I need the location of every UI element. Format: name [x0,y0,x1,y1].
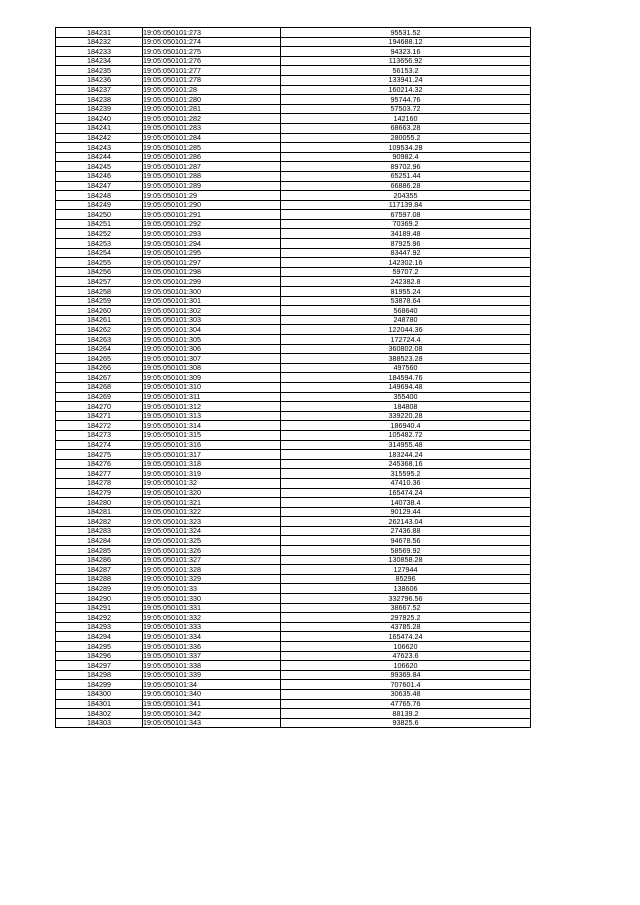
value-cell: 568640 [281,306,531,316]
row-id-cell: 184298 [56,670,143,680]
table-row [56,37,531,47]
row-id-cell: 184260 [56,306,143,316]
table-row [56,47,531,57]
value-cell: 43785.28 [281,622,531,632]
cadastral-number-cell: 19:05:050101:338 [143,661,281,671]
row-id-cell: 184301 [56,699,143,709]
value-cell: 85296 [281,574,531,584]
table-row [56,699,531,709]
row-id-cell: 184256 [56,267,143,277]
cadastral-number-cell: 19:05:050101:322 [143,507,281,517]
table-row [56,632,531,642]
cadastral-number-cell: 19:05:050101:277 [143,66,281,76]
row-id-cell: 184276 [56,459,143,469]
row-id-cell: 184280 [56,498,143,508]
cadastral-number-cell: 19:05:050101:29 [143,191,281,201]
table-row [56,594,531,604]
cadastral-number-cell: 19:05:050101:343 [143,718,281,728]
records-table-body [56,28,531,728]
cadastral-number-cell: 19:05:050101:306 [143,344,281,354]
value-cell: 142302.16 [281,258,531,268]
value-cell: 27436.88 [281,526,531,536]
cadastral-number-cell: 19:05:050101:282 [143,114,281,124]
value-cell: 140738.4 [281,498,531,508]
cadastral-number-cell: 19:05:050101:298 [143,267,281,277]
row-id-cell: 184247 [56,181,143,191]
table-row [56,613,531,623]
cadastral-number-cell: 19:05:050101:294 [143,239,281,249]
cadastral-number-cell: 19:05:050101:315 [143,430,281,440]
table-row [56,363,531,373]
cadastral-number-cell: 19:05:050101:28 [143,85,281,95]
value-cell: 59707.2 [281,267,531,277]
cadastral-number-cell: 19:05:050101:288 [143,171,281,181]
value-cell: 93825.6 [281,718,531,728]
row-id-cell: 184236 [56,75,143,85]
row-id-cell: 184237 [56,85,143,95]
row-id-cell: 184285 [56,546,143,556]
row-id-cell: 184279 [56,488,143,498]
value-cell: 90982.4 [281,152,531,162]
cadastral-number-cell: 19:05:050101:284 [143,133,281,143]
cadastral-number-cell: 19:05:050101:314 [143,421,281,431]
value-cell: 105482.72 [281,430,531,440]
row-id-cell: 184239 [56,104,143,114]
cadastral-number-cell: 19:05:050101:321 [143,498,281,508]
row-id-cell: 184231 [56,28,143,38]
table-row [56,325,531,335]
table-row [56,555,531,565]
table-row [56,75,531,85]
row-id-cell: 184263 [56,335,143,345]
value-cell: 68663.28 [281,123,531,133]
table-row [56,296,531,306]
row-id-cell: 184272 [56,421,143,431]
row-id-cell: 184291 [56,603,143,613]
value-cell: 67597.08 [281,210,531,220]
table-row [56,344,531,354]
value-cell: 130858.28 [281,555,531,565]
cadastral-number-cell: 19:05:050101:293 [143,229,281,239]
row-id-cell: 184253 [56,239,143,249]
cadastral-number-cell: 19:05:050101:333 [143,622,281,632]
cadastral-number-cell: 19:05:050101:32 [143,478,281,488]
table-row [56,248,531,258]
cadastral-number-cell: 19:05:050101:275 [143,47,281,57]
cadastral-number-cell: 19:05:050101:301 [143,296,281,306]
cadastral-number-cell: 19:05:050101:304 [143,325,281,335]
row-id-cell: 184277 [56,469,143,479]
table-row [56,28,531,38]
cadastral-number-cell: 19:05:050101:309 [143,373,281,383]
cadastral-number-cell: 19:05:050101:331 [143,603,281,613]
table-row [56,210,531,220]
value-cell: 70369.2 [281,219,531,229]
row-id-cell: 184235 [56,66,143,76]
value-cell: 280055.2 [281,133,531,143]
cadastral-number-cell: 19:05:050101:302 [143,306,281,316]
cadastral-number-cell: 19:05:050101:297 [143,258,281,268]
row-id-cell: 184250 [56,210,143,220]
table-row [56,507,531,517]
row-id-cell: 184296 [56,651,143,661]
cadastral-number-cell: 19:05:050101:339 [143,670,281,680]
value-cell: 138606 [281,584,531,594]
table-row [56,661,531,671]
table-row [56,382,531,392]
value-cell: 58569.92 [281,546,531,556]
value-cell: 184594.76 [281,373,531,383]
table-row [56,104,531,114]
cadastral-number-cell: 19:05:050101:317 [143,450,281,460]
row-id-cell: 184251 [56,219,143,229]
row-id-cell: 184262 [56,325,143,335]
cadastral-number-cell: 19:05:050101:323 [143,517,281,527]
table-row [56,536,531,546]
cadastral-number-cell: 19:05:050101:276 [143,56,281,66]
table-row [56,459,531,469]
table-row [56,373,531,383]
row-id-cell: 184294 [56,632,143,642]
row-id-cell: 184282 [56,517,143,527]
table-row [56,306,531,316]
cadastral-number-cell: 19:05:050101:291 [143,210,281,220]
table-row [56,680,531,690]
cadastral-number-cell: 19:05:050101:312 [143,402,281,412]
table-row [56,469,531,479]
value-cell: 355400 [281,392,531,402]
value-cell: 109534.28 [281,143,531,153]
table-row [56,229,531,239]
value-cell: 314955.48 [281,440,531,450]
row-id-cell: 184267 [56,373,143,383]
table-row [56,603,531,613]
table-row [56,191,531,201]
value-cell: 89702.96 [281,162,531,172]
row-id-cell: 184275 [56,450,143,460]
row-id-cell: 184241 [56,123,143,133]
value-cell: 106620 [281,661,531,671]
table-row [56,565,531,575]
row-id-cell: 184248 [56,191,143,201]
row-id-cell: 184259 [56,296,143,306]
cadastral-number-cell: 19:05:050101:324 [143,526,281,536]
table-row [56,335,531,345]
value-cell: 117139.84 [281,200,531,210]
value-cell: 388523.28 [281,354,531,364]
cadastral-number-cell: 19:05:050101:340 [143,689,281,699]
value-cell: 47765.76 [281,699,531,709]
row-id-cell: 184289 [56,584,143,594]
cadastral-number-cell: 19:05:050101:303 [143,315,281,325]
value-cell: 242382.8 [281,277,531,287]
row-id-cell: 184303 [56,718,143,728]
value-cell: 94323.16 [281,47,531,57]
row-id-cell: 184261 [56,315,143,325]
cadastral-number-cell: 19:05:050101:295 [143,248,281,258]
cadastral-number-cell: 19:05:050101:290 [143,200,281,210]
row-id-cell: 184245 [56,162,143,172]
cadastral-number-cell: 19:05:050101:283 [143,123,281,133]
table-row [56,66,531,76]
table-row [56,411,531,421]
value-cell: 47410.36 [281,478,531,488]
row-id-cell: 184264 [56,344,143,354]
records-table [55,27,531,728]
row-id-cell: 184234 [56,56,143,66]
value-cell: 332796.56 [281,594,531,604]
value-cell: 99369.84 [281,670,531,680]
cadastral-number-cell: 19:05:050101:285 [143,143,281,153]
cadastral-number-cell: 19:05:050101:327 [143,555,281,565]
cadastral-number-cell: 19:05:050101:310 [143,382,281,392]
table-row [56,258,531,268]
cadastral-number-cell: 19:05:050101:299 [143,277,281,287]
value-cell: 183244.24 [281,450,531,460]
cadastral-number-cell: 19:05:050101:307 [143,354,281,364]
value-cell: 88139.2 [281,709,531,719]
value-cell: 34189.48 [281,229,531,239]
cadastral-number-cell: 19:05:050101:329 [143,574,281,584]
row-id-cell: 184302 [56,709,143,719]
row-id-cell: 184297 [56,661,143,671]
row-id-cell: 184257 [56,277,143,287]
row-id-cell: 184242 [56,133,143,143]
row-id-cell: 184273 [56,430,143,440]
value-cell: 56153.2 [281,66,531,76]
table-row [56,85,531,95]
cadastral-number-cell: 19:05:050101:292 [143,219,281,229]
cadastral-number-cell: 19:05:050101:273 [143,28,281,38]
row-id-cell: 184266 [56,363,143,373]
table-row [56,114,531,124]
table-row [56,430,531,440]
row-id-cell: 184293 [56,622,143,632]
cadastral-number-cell: 19:05:050101:336 [143,642,281,652]
cadastral-number-cell: 19:05:050101:33 [143,584,281,594]
cadastral-number-cell: 19:05:050101:334 [143,632,281,642]
table-row [56,133,531,143]
value-cell: 497560 [281,363,531,373]
row-id-cell: 184244 [56,152,143,162]
value-cell: 360802.08 [281,344,531,354]
row-id-cell: 184287 [56,565,143,575]
row-id-cell: 184271 [56,411,143,421]
cadastral-number-cell: 19:05:050101:328 [143,565,281,575]
row-id-cell: 184290 [56,594,143,604]
value-cell: 95744.76 [281,95,531,105]
table-row [56,450,531,460]
value-cell: 66886.28 [281,181,531,191]
cadastral-number-cell: 19:05:050101:332 [143,613,281,623]
table-row [56,171,531,181]
cadastral-number-cell: 19:05:050101:342 [143,709,281,719]
row-id-cell: 184284 [56,536,143,546]
cadastral-number-cell: 19:05:050101:326 [143,546,281,556]
value-cell: 149694.48 [281,382,531,392]
table-row [56,287,531,297]
table-row [56,498,531,508]
row-id-cell: 184252 [56,229,143,239]
cadastral-number-cell: 19:05:050101:318 [143,459,281,469]
row-id-cell: 184274 [56,440,143,450]
cadastral-number-cell: 19:05:050101:300 [143,287,281,297]
cadastral-number-cell: 19:05:050101:308 [143,363,281,373]
cadastral-number-cell: 19:05:050101:320 [143,488,281,498]
value-cell: 248780 [281,315,531,325]
value-cell: 65251.44 [281,171,531,181]
cadastral-number-cell: 19:05:050101:278 [143,75,281,85]
value-cell: 30635.48 [281,689,531,699]
value-cell: 315595.2 [281,469,531,479]
row-id-cell: 184243 [56,143,143,153]
value-cell: 165474.24 [281,632,531,642]
value-cell: 245368.16 [281,459,531,469]
value-cell: 90129.44 [281,507,531,517]
row-id-cell: 184288 [56,574,143,584]
value-cell: 95531.52 [281,28,531,38]
row-id-cell: 184286 [56,555,143,565]
value-cell: 113656.92 [281,56,531,66]
table-row [56,546,531,556]
value-cell: 194688.12 [281,37,531,47]
table-row [56,200,531,210]
table-row [56,402,531,412]
table-row [56,670,531,680]
table-row [56,219,531,229]
table-row [56,718,531,728]
cadastral-number-cell: 19:05:050101:337 [143,651,281,661]
row-id-cell: 184268 [56,382,143,392]
value-cell: 81955.24 [281,287,531,297]
table-row [56,315,531,325]
cadastral-number-cell: 19:05:050101:325 [143,536,281,546]
value-cell: 106620 [281,642,531,652]
row-id-cell: 184283 [56,526,143,536]
cadastral-number-cell: 19:05:050101:311 [143,392,281,402]
cadastral-number-cell: 19:05:050101:316 [143,440,281,450]
table-row [56,143,531,153]
row-id-cell: 184299 [56,680,143,690]
row-id-cell: 184295 [56,642,143,652]
table-row [56,488,531,498]
row-id-cell: 184269 [56,392,143,402]
value-cell: 184808 [281,402,531,412]
table-row [56,440,531,450]
row-id-cell: 184238 [56,95,143,105]
table-row [56,421,531,431]
value-cell: 297825.2 [281,613,531,623]
cadastral-number-cell: 19:05:050101:286 [143,152,281,162]
row-id-cell: 184233 [56,47,143,57]
value-cell: 160214.32 [281,85,531,95]
value-cell: 127944 [281,565,531,575]
value-cell: 94678.56 [281,536,531,546]
row-id-cell: 184265 [56,354,143,364]
table-row [56,709,531,719]
value-cell: 707601.4 [281,680,531,690]
table-row [56,277,531,287]
value-cell: 186940.4 [281,421,531,431]
cadastral-number-cell: 19:05:050101:319 [143,469,281,479]
cadastral-number-cell: 19:05:050101:330 [143,594,281,604]
table-row [56,574,531,584]
cadastral-number-cell: 19:05:050101:274 [143,37,281,47]
table-row [56,642,531,652]
table-row [56,651,531,661]
table-row [56,162,531,172]
row-id-cell: 184246 [56,171,143,181]
value-cell: 204355 [281,191,531,201]
row-id-cell: 184278 [56,478,143,488]
table-row [56,392,531,402]
table-row [56,526,531,536]
row-id-cell: 184232 [56,37,143,47]
value-cell: 83447.92 [281,248,531,258]
value-cell: 142160 [281,114,531,124]
cadastral-number-cell: 19:05:050101:280 [143,95,281,105]
table-row [56,689,531,699]
table-row [56,622,531,632]
cadastral-number-cell: 19:05:050101:281 [143,104,281,114]
cadastral-number-cell: 19:05:050101:313 [143,411,281,421]
table-row [56,478,531,488]
value-cell: 87925.96 [281,239,531,249]
value-cell: 122044.36 [281,325,531,335]
cadastral-number-cell: 19:05:050101:289 [143,181,281,191]
value-cell: 133941.24 [281,75,531,85]
table-row [56,239,531,249]
table-row [56,267,531,277]
cadastral-number-cell: 19:05:050101:287 [143,162,281,172]
table-row [56,56,531,66]
table-row [56,152,531,162]
row-id-cell: 184258 [56,287,143,297]
row-id-cell: 184254 [56,248,143,258]
value-cell: 53878.64 [281,296,531,306]
row-id-cell: 184240 [56,114,143,124]
value-cell: 38667.52 [281,603,531,613]
value-cell: 165474.24 [281,488,531,498]
row-id-cell: 184249 [56,200,143,210]
table-row [56,123,531,133]
value-cell: 172724.4 [281,335,531,345]
value-cell: 57503.72 [281,104,531,114]
table-row [56,517,531,527]
cadastral-number-cell: 19:05:050101:305 [143,335,281,345]
cadastral-number-cell: 19:05:050101:34 [143,680,281,690]
cadastral-number-cell: 19:05:050101:341 [143,699,281,709]
row-id-cell: 184300 [56,689,143,699]
table-row [56,95,531,105]
table-row [56,354,531,364]
row-id-cell: 184281 [56,507,143,517]
value-cell: 47623.6 [281,651,531,661]
table-row [56,181,531,191]
value-cell: 262143.04 [281,517,531,527]
row-id-cell: 184292 [56,613,143,623]
value-cell: 339220.28 [281,411,531,421]
row-id-cell: 184270 [56,402,143,412]
row-id-cell: 184255 [56,258,143,268]
table-row [56,584,531,594]
